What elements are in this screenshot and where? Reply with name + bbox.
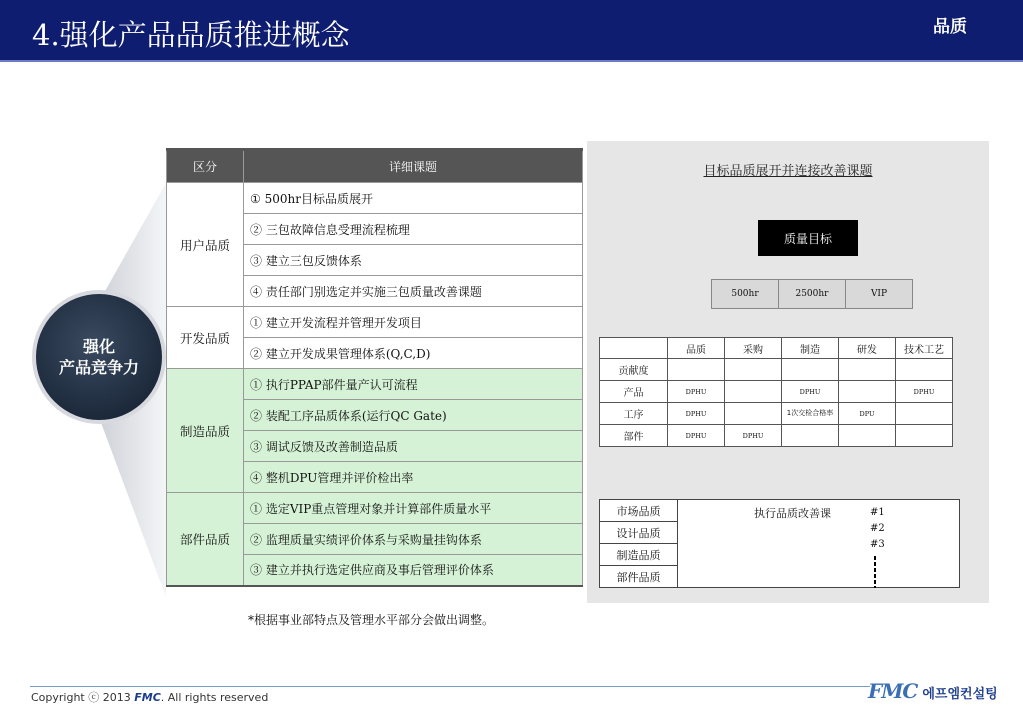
- task-number: #1: [870, 507, 885, 518]
- quality-type-label: 制造品质: [600, 544, 678, 566]
- grid-cell: [896, 403, 953, 425]
- grid-cell: [896, 425, 953, 447]
- continuation-dash-icon: [873, 556, 877, 588]
- grid-cell: [725, 381, 782, 403]
- grid-corner: [600, 338, 668, 359]
- footer-rule: [30, 686, 870, 687]
- copyright: [31, 689, 268, 705]
- grid-row-label: 工序: [600, 403, 668, 425]
- table-row: ③ 建立并执行选定供应商及事后管理评价体系: [244, 555, 583, 586]
- table-row: ① 执行PPAP部件量产认可流程: [244, 369, 583, 400]
- improvement-area: [678, 500, 960, 588]
- circle-line2: 产品竞争力: [58, 358, 139, 377]
- grid-cell: DPHU: [725, 425, 782, 447]
- category-mfg: 制造品质: [167, 369, 244, 493]
- quality-type-label: 部件品质: [600, 566, 678, 588]
- grid-cell: [668, 359, 725, 381]
- grid-cell: DPHU: [896, 381, 953, 403]
- quality-type-label: 设计品质: [600, 522, 678, 544]
- panel-title: 目标品质展开并连接改善课题: [703, 164, 873, 179]
- category-user: 用户品质: [167, 183, 244, 307]
- improvement-table: [599, 499, 960, 588]
- grid-cell: [782, 359, 839, 381]
- grid-col-header: 制造: [782, 338, 839, 359]
- table-row: ④ 整机DPU管理并评价检出率: [244, 462, 583, 493]
- logo-mark: FMC: [868, 679, 918, 703]
- table-row: ② 监理质量实绩评价体系与采购量挂钩体系: [244, 524, 583, 555]
- header-detail: 详细课题: [244, 150, 583, 183]
- grid-cell: [725, 359, 782, 381]
- goal-tiers: [711, 279, 913, 309]
- table-row: ① 建立开发流程并管理开发项目: [244, 307, 583, 338]
- grid-col-header: 技术工艺: [896, 338, 953, 359]
- copyright-suffix: . All rights reserved: [160, 691, 269, 704]
- dept-grid: [599, 337, 953, 447]
- grid-cell: [782, 425, 839, 447]
- tier-500hr: 500hr: [712, 280, 779, 308]
- goal-panel: [587, 141, 989, 603]
- table-row: ② 建立开发成果管理体系(Q,C,D): [244, 338, 583, 369]
- grid-cell: DPHU: [668, 381, 725, 403]
- adjustment-note: *根据事业部特点及管理水平部分会做出调整。: [248, 613, 495, 627]
- grid-col-header: 研发: [839, 338, 896, 359]
- table-row: ③ 建立三包反馈体系: [244, 245, 583, 276]
- exec-label: 执行品质改善课: [754, 507, 831, 520]
- tier-vip: VIP: [870, 289, 888, 299]
- grid-cell: [725, 403, 782, 425]
- table-row: ④ 责任部门别选定并实施三包质量改善课题: [244, 276, 583, 307]
- table-row: ① 选定VIP重点管理对象并计算部件质量水平: [244, 493, 583, 524]
- grid-cell: DPHU: [668, 425, 725, 447]
- copyright-prefix: Copyright ⓒ 2013: [31, 691, 135, 704]
- circle-line1: 强化: [82, 337, 115, 356]
- grid-cell: [839, 381, 896, 403]
- copyright-brand: FMC: [134, 691, 161, 704]
- table-row: ① 500hr目标品质展开: [244, 183, 583, 214]
- grid-cell: DPHU: [782, 381, 839, 403]
- quality-goal-box: 质量目标: [758, 220, 858, 256]
- company-logo: [868, 679, 998, 703]
- category-dev: 开发品质: [167, 307, 244, 369]
- grid-cell: 1次交检合格率: [782, 403, 839, 425]
- grid-row-label: 产品: [600, 381, 668, 403]
- core-circle: [32, 290, 166, 424]
- task-number: #2: [870, 523, 885, 534]
- category-part: 部件品质: [167, 493, 244, 586]
- task-table: [166, 148, 583, 587]
- grid-col-header: 品质: [668, 338, 725, 359]
- grid-row-label: 部件: [600, 425, 668, 447]
- grid-cell: DPU: [839, 403, 896, 425]
- logo-korean: 에프엠컨설팅: [922, 687, 998, 702]
- grid-col-header: 采购: [725, 338, 782, 359]
- tier-2500hr: 2500hr: [779, 280, 846, 308]
- table-row: ③ 调试反馈及改善制造品质: [244, 431, 583, 462]
- table-row: ② 装配工序品质体系(运行QC Gate): [244, 400, 583, 431]
- grid-cell: DPHU: [668, 403, 725, 425]
- task-number: #3: [870, 539, 885, 550]
- grid-row-label: 贡献度: [600, 359, 668, 381]
- quality-type-label: 市场品质: [600, 500, 678, 522]
- page-title: 4.强化产品品质推进概念: [32, 18, 350, 52]
- header-category: 区分: [167, 150, 244, 183]
- table-row: ② 三包故障信息受理流程梳理: [244, 214, 583, 245]
- grid-cell: [896, 359, 953, 381]
- section-tag: 品质: [933, 17, 967, 37]
- grid-cell: [839, 359, 896, 381]
- grid-cell: [839, 425, 896, 447]
